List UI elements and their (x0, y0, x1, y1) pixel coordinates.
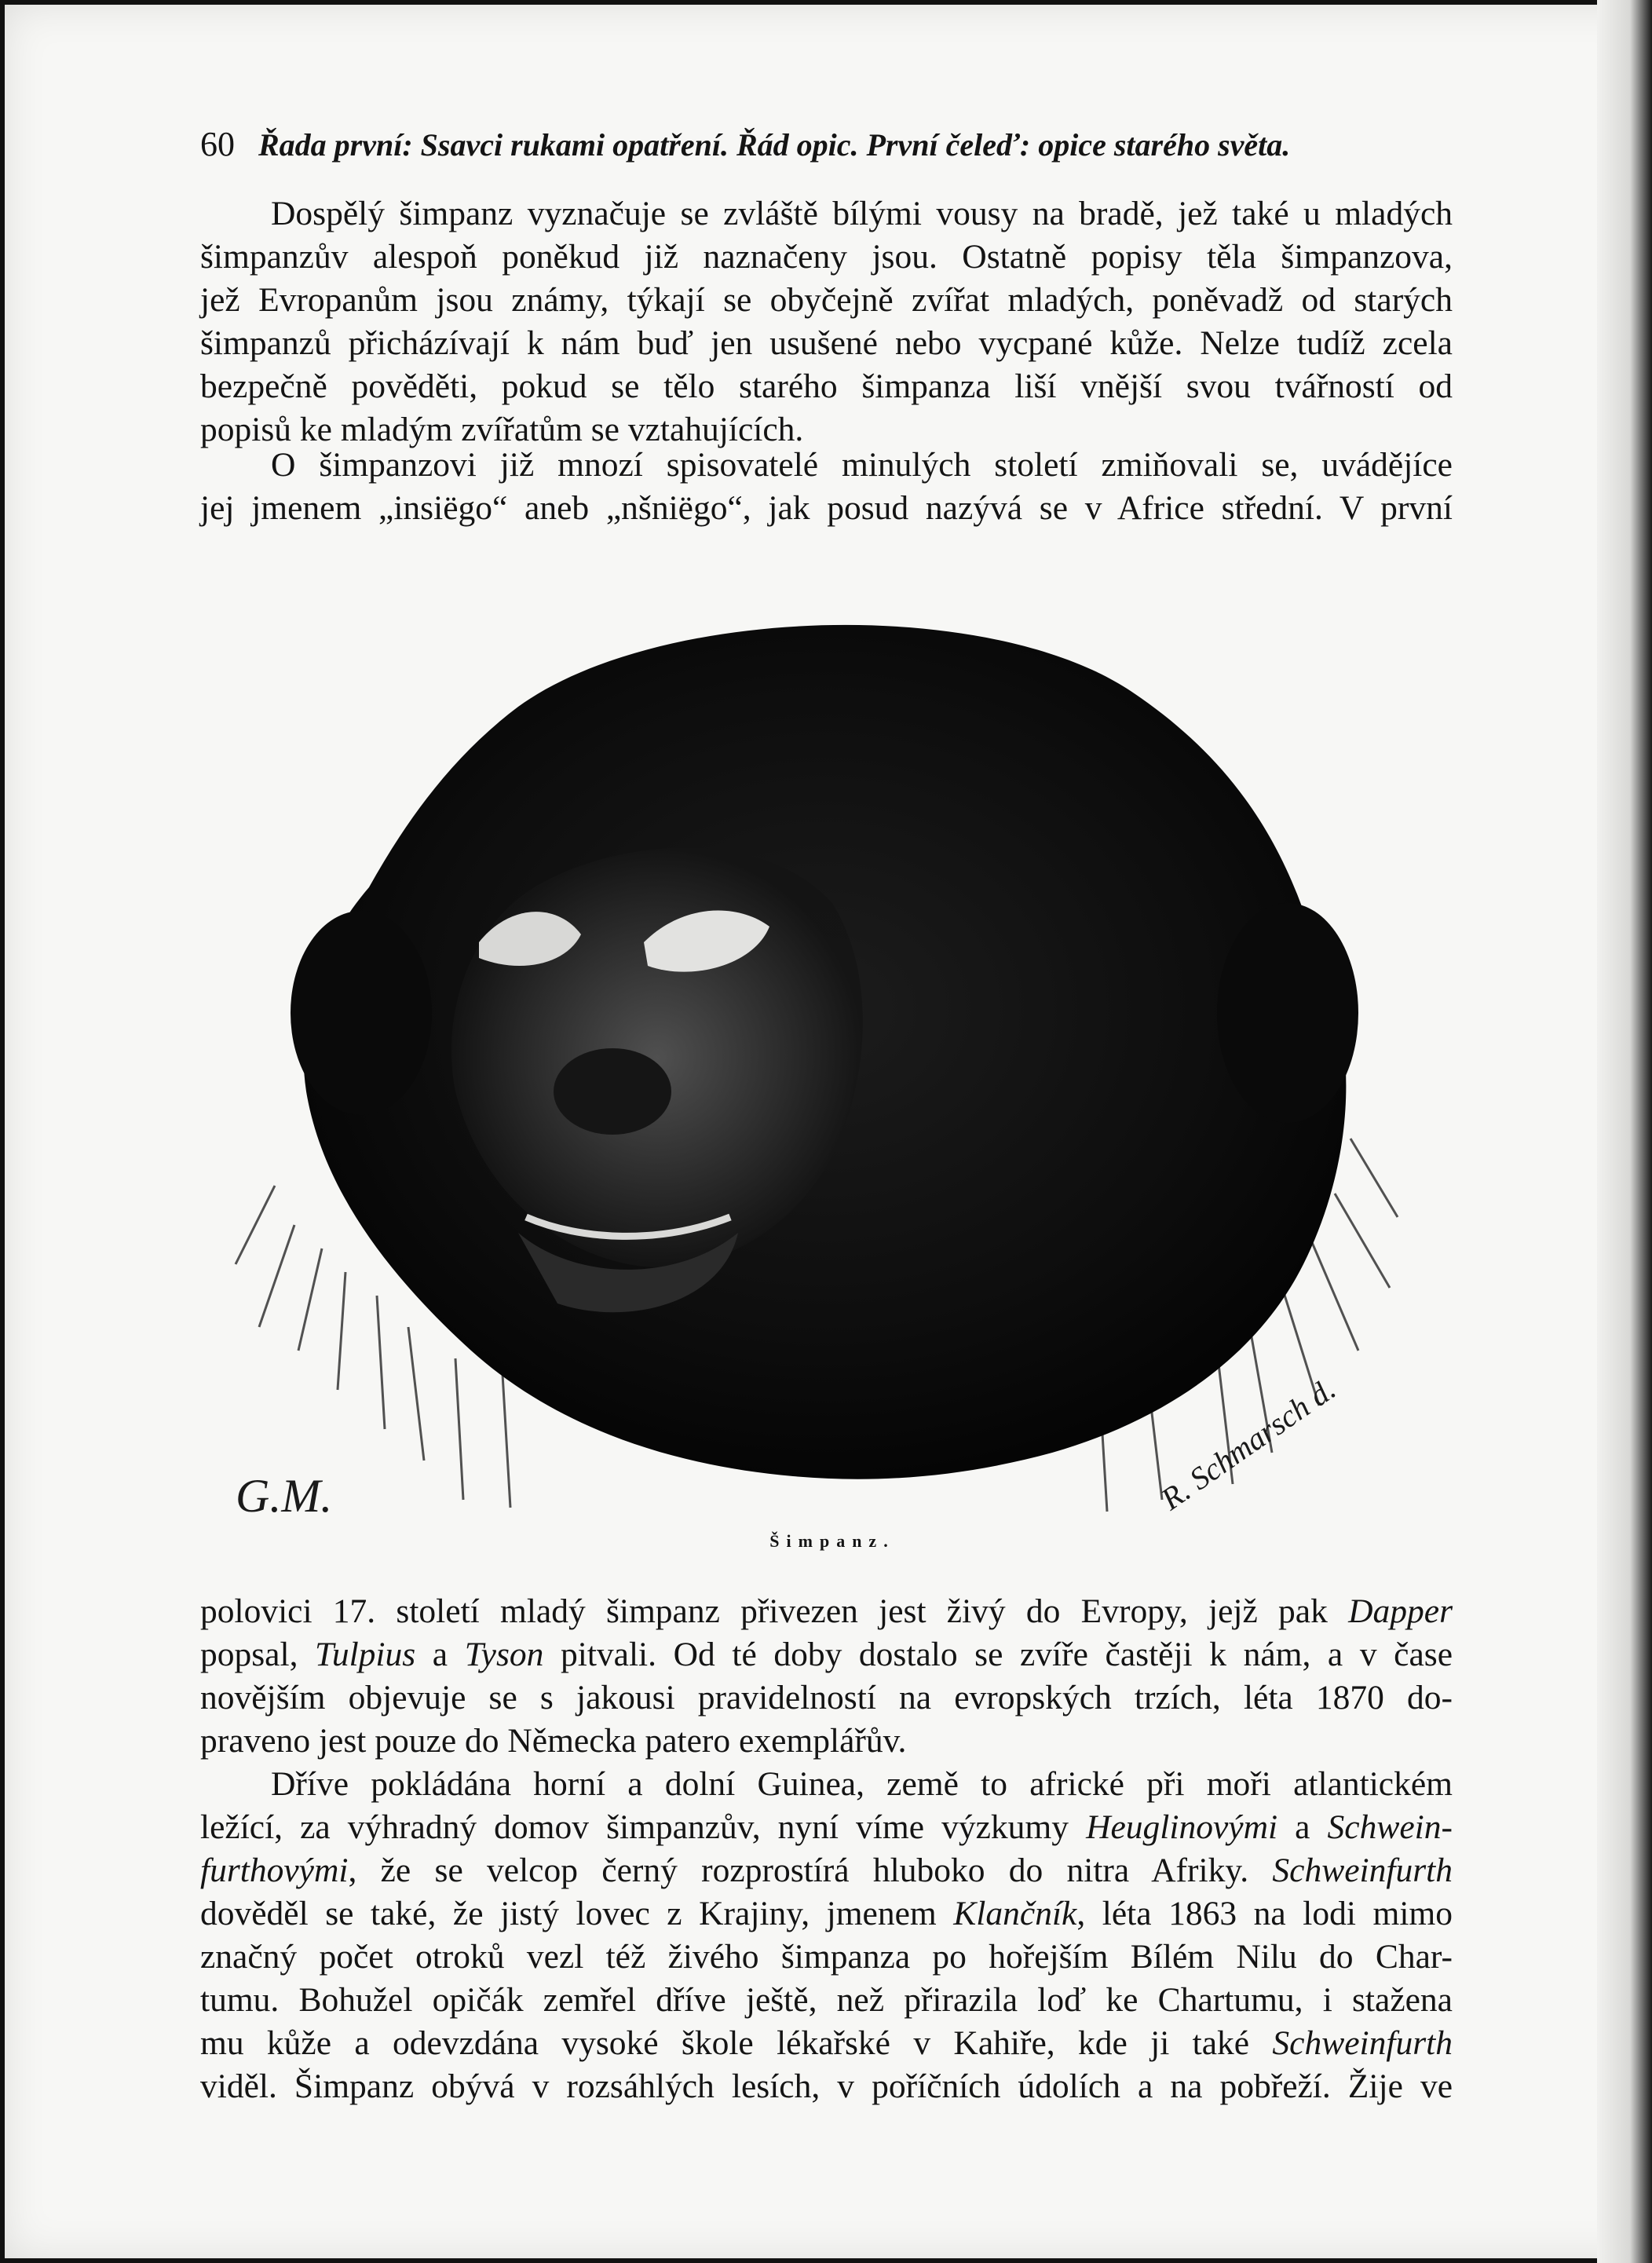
right-ear (1217, 903, 1358, 1123)
text-line: praveno jest pouze do Německa patero exemplářův. (200, 1722, 907, 1760)
person-name: furthovými (200, 1852, 349, 1889)
chimpanzee-head-illustration (220, 573, 1421, 1531)
person-name: Tyson (464, 1636, 544, 1673)
text-line: O šimpanzovi již mnozí spisovatelé minulých století zmiňovali se, uvádějíce (271, 446, 1453, 484)
left-ear (291, 911, 432, 1115)
paragraph-4 (200, 1763, 1453, 2108)
text-run: ležící, za výhradný domov šimpanzův, nyní víme výzkumy (200, 1808, 1087, 1846)
text-run: popsal, (200, 1636, 316, 1673)
text-line: Dospělý šimpanz vyznačuje se zvláště bílými vousy na bradě, jež také u mladých (271, 195, 1453, 232)
text-run: a (1277, 1808, 1328, 1846)
page-edge-shadow (1597, 0, 1652, 2263)
engraver-signature-right: R. Schmarsch d. (1154, 1370, 1342, 1517)
person-name: Schweinfurth (1272, 2024, 1453, 2062)
paragraph-1 (200, 192, 1453, 452)
text-line: šimpanzův alespoň poněkud již naznačeny jsou. Ostatně popisy těla šimpanzova, (200, 238, 1453, 276)
text-line: šimpanzů přicházívají k nám buď jen usušené nebo vycpané kůže. Nelze tudíž zcela (200, 324, 1453, 362)
text-line: popisů ke mladým zvířatům se vztahujících. (200, 411, 804, 448)
person-name: Heuglinovými (1086, 1808, 1278, 1846)
text-line: jej jmenem „insiëgo“ aneb „nšniëgo“, jak posud nazývá se v Africe střední. V první (200, 489, 1453, 527)
person-name: Schwein- (1327, 1808, 1453, 1846)
nose (554, 1048, 671, 1135)
text-line: jež Evropanům jsou známy, týkají se obyčejně zvířat mladých, poněvadž od starých (200, 281, 1453, 319)
text-line (200, 1892, 1453, 1936)
text-run: polovici 17. století mladý šimpanz přivezen jest živý do Evropy, jejž pak (200, 1592, 1349, 1630)
person-name: Klančník (953, 1895, 1077, 1932)
text-line: novějším objevuje se s jakousi pravidelností na evropských trzích, léta 1870 do- (200, 1679, 1453, 1716)
person-name: Tulpius (315, 1636, 416, 1673)
paragraph-3 (200, 1590, 1453, 1763)
text-run: pitvali. Od té doby dostalo se zvíře častěji k nám, a v čase (543, 1636, 1453, 1673)
text-run: , že se velcop černý rozprostírá hluboko do nitra Afriky. (348, 1852, 1273, 1889)
text-run: a (415, 1636, 465, 1673)
text-line (200, 1633, 1453, 1676)
paragraph-2 (200, 444, 1453, 530)
text-line (200, 2022, 1453, 2065)
text-line (200, 1806, 1453, 1849)
text-line (200, 1590, 1453, 1633)
text-run: dověděl se také, že jistý lovec z Krajiny, jmenem (200, 1895, 954, 1932)
person-name: Schweinfurth (1272, 1852, 1453, 1889)
text-line: Dříve pokládána horní a dolní Guinea, země to africké při moři atlantickém (271, 1765, 1453, 1803)
engraver-signature-left: G.M. (236, 1470, 333, 1522)
text-line: značný počet otroků vezl též živého šimpanza po hořejším Bílém Nilu do Char- (200, 1938, 1453, 1976)
text-run: , léta 1863 na lodi mimo (1076, 1895, 1453, 1932)
text-line: bezpečně pověděti, pokud se tělo starého šimpanza liší vnější svou tvářností od (200, 367, 1453, 405)
page-number: 60 (200, 125, 235, 163)
running-title: Řada první: Ssavci rukami opatření. Řád opic. První čeleď: opice starého světa. (258, 127, 1291, 163)
text-line (200, 1849, 1453, 1892)
text-line: viděl. Šimpanz obývá v rozsáhlých lesích, v poříčních údolích a na pobřeží. Žije ve (200, 2067, 1453, 2105)
figure-caption: Šimpanz. (769, 1531, 895, 1551)
running-header (200, 124, 1456, 163)
text-line: tumu. Bohužel opičák zemřel dříve ještě, než přirazila loď ke Chartumu, i stažena (200, 1981, 1453, 2019)
person-name: Dapper (1348, 1592, 1453, 1630)
text-run: mu kůže a odevzdána vysoké škole lékařské v Kahiře, kde ji také (200, 2024, 1273, 2062)
